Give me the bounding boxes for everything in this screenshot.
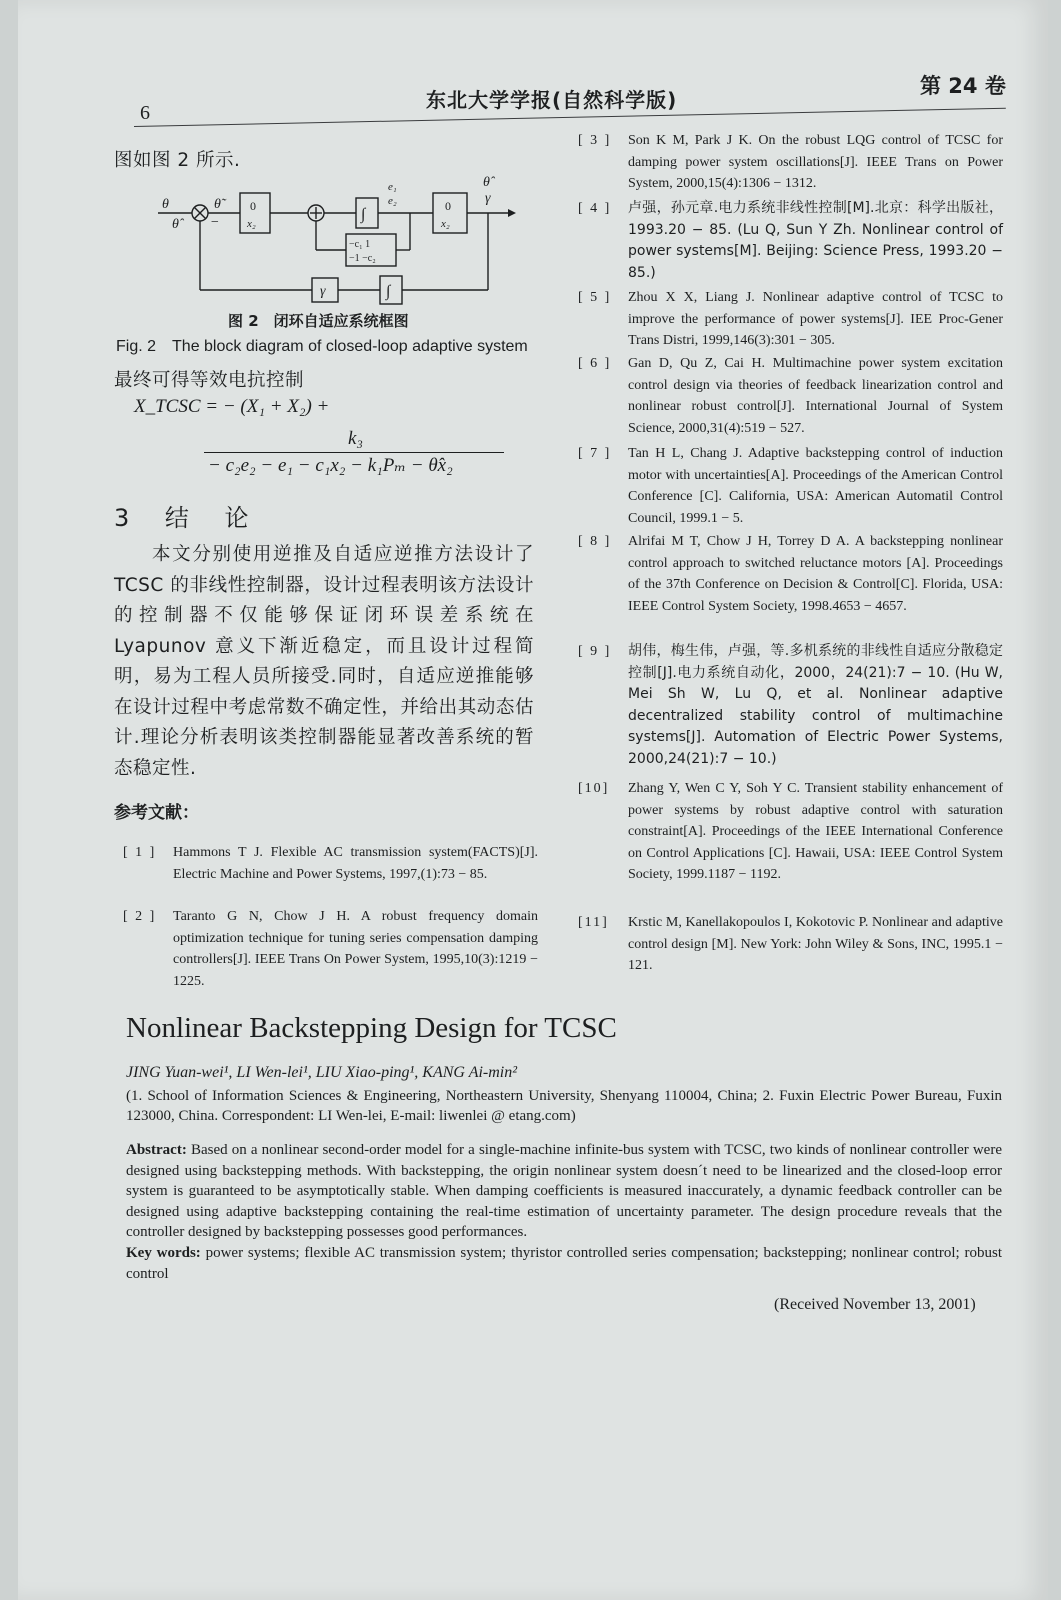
references-title: 参考文献： — [114, 803, 199, 823]
affiliation: (1. School of Information Sciences & Engineering, Northeastern University, Shenyang 110004, China; 2. Fuxin Electric Power Bureau, Fuxin 123000, China. Correspondent: LI Wen-lei, E-mail: liwenlei @ etang.com) — [126, 1088, 1002, 1124]
reference-1 — [123, 842, 538, 885]
label-e1: e₁ — [388, 181, 397, 193]
reference-number: [10] — [578, 781, 610, 796]
final-control-line: 最终可得等效电抗控制 — [114, 370, 305, 391]
reference-text: Tan H L, Chang J. Adaptive backstepping control of induction motor with uncertainties[A]. Proceedings of the American Control Conference [C]. California, USA: American Automatil Control Council, 1999.1 − 5. — [628, 446, 1003, 526]
integrator-block-2 — [380, 276, 402, 304]
reference-text: Son K M, Park J K. On the robust LQG control of TCSC for damping power system oscillations[J]. IEEE Trans on Power System, 2000,15(4):1306 − 1312. — [628, 133, 1003, 191]
abstract-text: Based on a nonlinear second-order model for a single-machine infinite-bus system with TCSC, two kinds of nonlinear controller were designed using backstepping methods. With backstepping, the origin nonlinear system doesn´t need to be linearized and the closed-loop error system is guaranteed to be asymptotically stable. When damping coefficients is measured inaccurately, a dynamic feedback controller can be designed using adaptive backstepping containing the real-time estimation of uncertainty parameter. The design procedure reveals that the controller designed by backstepping possesses good performances. — [126, 1142, 1002, 1240]
reference-text: Zhou X X, Liang J. Nonlinear adaptive control of TCSC to improve the performance of power systems[J]. IEE Proc-Gener Trans Distri, 1999,146(3):301 − 305. — [628, 290, 1003, 348]
section-title: 3 结 论 — [114, 504, 263, 532]
keywords-label: Key words: — [126, 1245, 201, 1261]
reference-4 — [578, 198, 1003, 284]
received-date: (Received November 13, 2001) — [774, 1296, 976, 1313]
integrator-2-label: ∫ — [386, 283, 391, 300]
reference-text: Gan D, Qu Z, Cai H. Multimachine power system excitation control design via theories of feedback linearization control and nonlinear robust control[J]. International Journal of System Science, 2000,31(4):519 − 527. — [628, 356, 1003, 436]
reference-text: 胡伟，梅生伟，卢强，等.多机系统的非线性自适应分散稳定控制[J].电力系统自动化，2000，24(21):7 − 10. (Hu W, Mei Sh W, Lu Q, et al. Nonlinear adaptive decentralized stability control of multimachine systems[J]. Automation of Electric Power Systems, 2000,24(21):7 − 10.) — [628, 643, 1003, 767]
volume-label: 第 24 卷 — [920, 74, 1006, 98]
reference-number: [ 6 ] — [578, 356, 612, 371]
reference-number: [ 1 ] — [123, 845, 157, 860]
reference-text: Krstic M, Kanellakopoulos I, Kokotovic P. Nonlinear and adaptive control design [M]. New York: John Wiley & Sons, INC, 1995.1 − 121. — [628, 915, 1003, 973]
reference-text: 卢强，孙元章.电力系统非线性控制[M].北京：科学出版社，1993.20 − 85. (Lu Q, Sun Y Zh. Nonlinear control of power systems[M]. Beijing: Science Press, 1993.20 − 85.) — [628, 200, 1003, 281]
reference-7 — [578, 443, 1003, 529]
english-title: Nonlinear Backstepping Design for TCSC — [126, 1012, 617, 1044]
equation-line-1: X_TCSC = − (X₁ + X₂) + — [134, 396, 330, 417]
reference-10 — [578, 778, 1003, 886]
reference-2 — [123, 906, 538, 992]
reference-11 — [578, 912, 1003, 977]
equation-denominator: − c₂e₂ − e₁ − c₁x₂ − k₁Pₘ − θ̂x₂ — [208, 455, 453, 476]
label-theta-tilde: θ̃ — [214, 197, 221, 212]
reference-6 — [578, 353, 1003, 439]
reference-number: [11] — [578, 915, 609, 930]
equation-numerator: k₃ — [348, 428, 364, 449]
journal-page — [18, 0, 1048, 1600]
keywords-text: power systems; flexible AC transmission system; thyristor controlled series compensation; backstepping; nonlinear control; robust control — [126, 1245, 1002, 1282]
reference-text: Zhang Y, Wen C Y, Soh Y C. Transient stability enhancement of power systems by robust adaptive control with saturation constraint[A]. Proceedings of the IEEE International Conference on Control Applications [C]. Hawaii, USA: IEEE Control System Society, 1999.1187 − 1192. — [628, 781, 1003, 882]
reference-number: [ 3 ] — [578, 133, 612, 148]
reference-number: [ 2 ] — [123, 909, 157, 924]
reference-number: [ 4 ] — [578, 201, 612, 216]
reference-3 — [578, 130, 1003, 195]
figure-caption-en: Fig. 2 The block diagram of closed-loop adaptive system — [116, 338, 528, 355]
abstract-label: Abstract: — [126, 1142, 187, 1158]
integrator-1-label: ∫ — [361, 206, 366, 223]
reference-number: [ 8 ] — [578, 534, 612, 549]
reference-9 — [578, 641, 1003, 770]
block1-x2: x₂ — [247, 218, 256, 230]
intro-line: 图如图 2 所示. — [114, 150, 241, 171]
reference-number: [ 9 ] — [578, 644, 612, 659]
label-output-theta-hat: θ̂ — [483, 175, 490, 190]
keywords — [126, 1243, 1002, 1284]
label-output-gamma: γ — [485, 191, 491, 206]
gamma-label: γ — [320, 284, 326, 299]
fraction-bar — [204, 452, 504, 453]
conclusion-paragraph: 本文分别使用逆推及自适应逆推方法设计了TCSC 的非线性控制器，设计过程表明该方法设计的控制器不仅能够保证闭环误差系统在 Lyapunov 意义下渐近稳定，而且设计过程简明，易为工程人员所接受.同时，自适应逆推能够在设计过程中考虑常数不确定性，并给出其动态估计.理论分析表明该类控制器能显著改善系统的暂态稳定性. — [114, 544, 534, 779]
block2-x2: x₂ — [441, 218, 450, 230]
label-theta: θ — [162, 197, 169, 212]
block2-zero: 0 — [445, 199, 451, 213]
figure-caption-cn: 图 2 闭环自适应系统框图 — [228, 312, 409, 330]
reference-text: Hammons T J. Flexible AC transmission system(FACTS)[J]. Electric Machine and Power Systems, 1997,(1):73 − 85. — [173, 845, 538, 882]
block-diagram — [148, 168, 528, 308]
integrator-block-1 — [356, 198, 378, 228]
reference-text: Taranto G N, Chow J H. A robust frequency domain optimization technique for tuning series compensation damping controllers[J]. IEEE Trans On Power System, 1995,10(3):1219 − 1225. — [173, 909, 538, 989]
block1-zero: 0 — [250, 199, 256, 213]
reference-number: [ 5 ] — [578, 290, 612, 305]
journal-title: 东北大学学报(自然科学版) — [426, 88, 678, 112]
page-number: 6 — [140, 102, 150, 124]
matrix-row1: −c₁ 1 — [349, 239, 371, 250]
reference-5 — [578, 287, 1003, 352]
label-minus: − — [210, 215, 220, 230]
authors: JING Yuan-wei¹, LI Wen-lei¹, LIU Xiao-ping¹, KANG Ai-min² — [126, 1064, 518, 1081]
label-e2: e₂ — [388, 195, 397, 207]
reference-number: [ 7 ] — [578, 446, 612, 461]
reference-8 — [578, 531, 1003, 617]
abstract — [126, 1140, 1002, 1243]
matrix-row2: −1 −c₂ — [349, 253, 376, 264]
label-theta-hat: θ̂ — [172, 217, 179, 232]
reference-text: Alrifai M T, Chow J H, Torrey D A. A backstepping nonlinear control approach to switched reluctance motors [A]. Proceedings of the 37th Conference on Decision & Control[C]. Florida, USA: IEEE Control System Society, 1998.4653 − 4657. — [628, 534, 1003, 614]
